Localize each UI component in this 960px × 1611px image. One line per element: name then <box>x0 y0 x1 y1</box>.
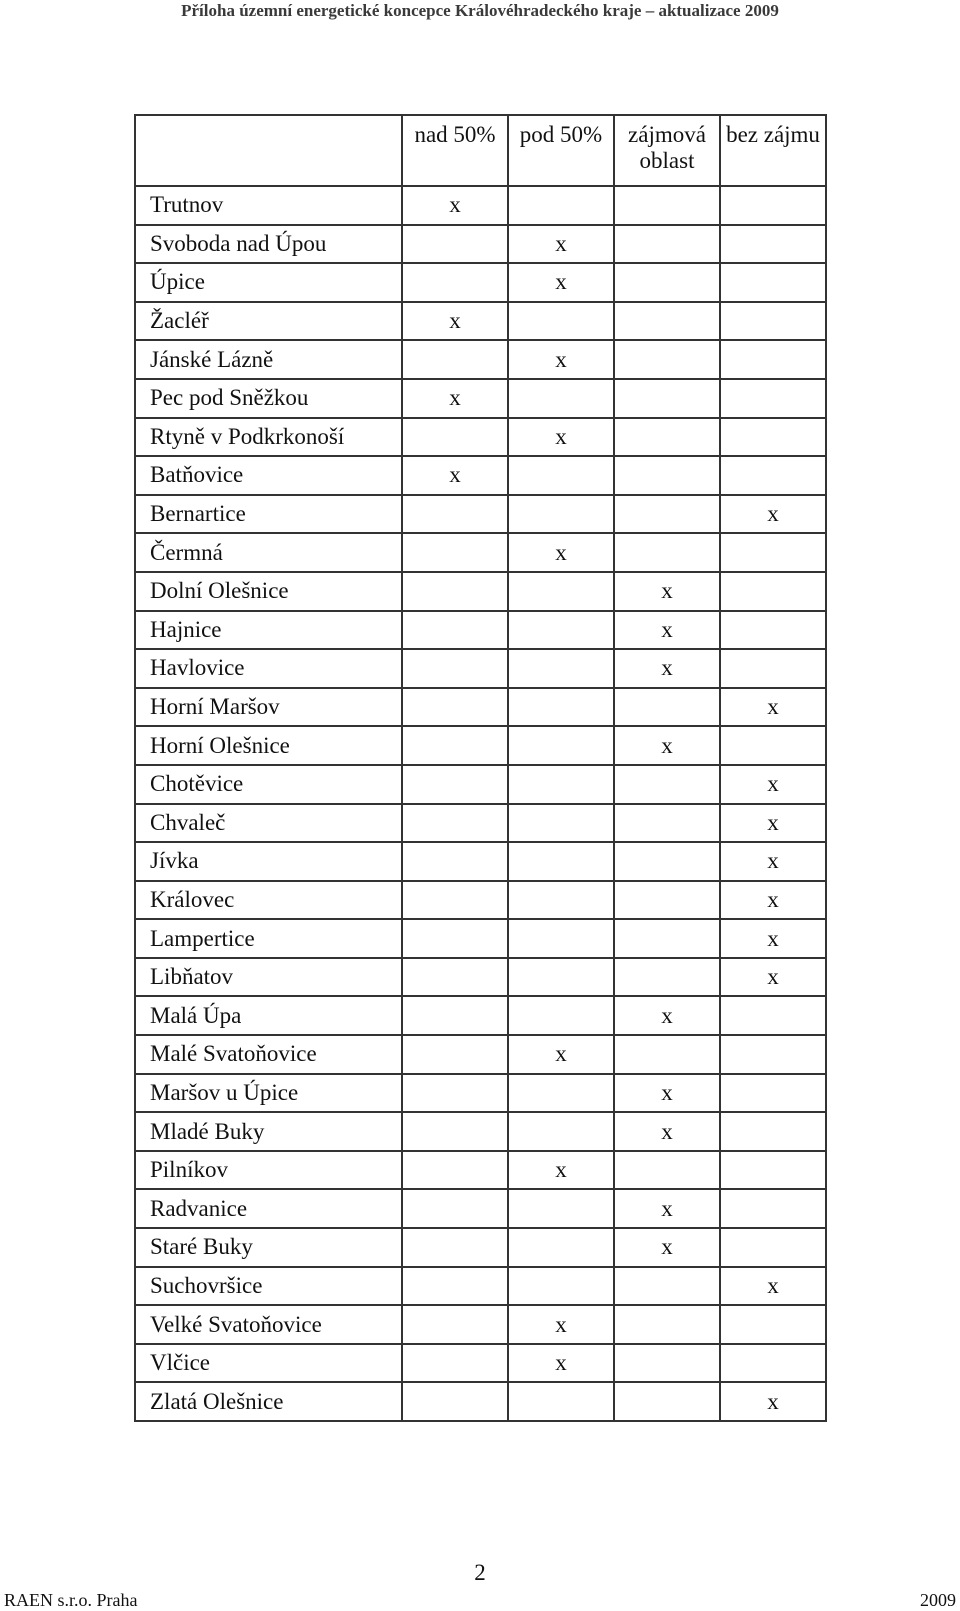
municipality-name: Pilníkov <box>135 1151 402 1190</box>
municipality-name: Batňovice <box>135 456 402 495</box>
mark-cell <box>508 919 614 958</box>
mark-cell <box>402 1344 508 1383</box>
mark-cell <box>720 611 826 650</box>
table-row <box>135 611 826 650</box>
mark-cell: x <box>614 649 720 688</box>
municipality-name: Chotěvice <box>135 765 402 804</box>
mark-cell: x <box>720 958 826 997</box>
mark-cell <box>720 263 826 302</box>
table-row <box>135 958 826 997</box>
table-header-row <box>135 115 826 186</box>
municipality-name: Radvanice <box>135 1189 402 1228</box>
mark-cell: x <box>508 340 614 379</box>
municipality-name: Chvaleč <box>135 804 402 843</box>
mark-cell <box>614 263 720 302</box>
mark-cell <box>614 418 720 457</box>
mark-cell <box>614 919 720 958</box>
mark-cell <box>508 842 614 881</box>
mark-cell <box>720 1305 826 1344</box>
table-body <box>135 186 826 1421</box>
table-row <box>135 649 826 688</box>
municipality-name: Jánské Lázně <box>135 340 402 379</box>
table-row <box>135 1189 826 1228</box>
mark-cell <box>508 1112 614 1151</box>
municipality-name: Svoboda nad Úpou <box>135 225 402 264</box>
municipality-name: Suchovršice <box>135 1267 402 1306</box>
table-row <box>135 1305 826 1344</box>
municipality-name: Trutnov <box>135 186 402 225</box>
table-row <box>135 495 826 534</box>
table-row <box>135 1112 826 1151</box>
table-row <box>135 804 826 843</box>
mark-cell <box>402 1151 508 1190</box>
table-row <box>135 881 826 920</box>
mark-cell <box>720 1112 826 1151</box>
mark-cell <box>402 919 508 958</box>
mark-cell <box>508 186 614 225</box>
mark-cell: x <box>508 263 614 302</box>
mark-cell: x <box>614 726 720 765</box>
municipality-name: Bernartice <box>135 495 402 534</box>
mark-cell <box>402 842 508 881</box>
mark-cell <box>720 1074 826 1113</box>
mark-cell <box>508 726 614 765</box>
table-row <box>135 186 826 225</box>
mark-cell <box>720 1344 826 1383</box>
header-cell: zájmová oblast <box>614 115 720 186</box>
mark-cell <box>402 1074 508 1113</box>
mark-cell <box>508 572 614 611</box>
mark-cell: x <box>720 1382 826 1421</box>
mark-cell: x <box>720 804 826 843</box>
mark-cell <box>402 649 508 688</box>
mark-cell <box>614 1267 720 1306</box>
mark-cell <box>508 1228 614 1267</box>
mark-cell <box>402 1382 508 1421</box>
mark-cell <box>508 1074 614 1113</box>
municipality-name: Vlčice <box>135 1344 402 1383</box>
mark-cell <box>614 1035 720 1074</box>
mark-cell <box>402 1305 508 1344</box>
mark-cell <box>508 649 614 688</box>
mark-cell <box>614 379 720 418</box>
municipality-name: Velké Svatoňovice <box>135 1305 402 1344</box>
mark-cell <box>508 456 614 495</box>
table-row <box>135 919 826 958</box>
footer-company: RAEN s.r.o. Praha <box>4 1590 138 1610</box>
mark-cell <box>614 340 720 379</box>
municipality-name: Mladé Buky <box>135 1112 402 1151</box>
mark-cell <box>402 688 508 727</box>
mark-cell <box>614 1305 720 1344</box>
mark-cell <box>508 302 614 341</box>
mark-cell <box>508 1267 614 1306</box>
table-row <box>135 1382 826 1421</box>
table-row <box>135 688 826 727</box>
mark-cell <box>720 379 826 418</box>
table-row <box>135 418 826 457</box>
table-row <box>135 456 826 495</box>
table-row <box>135 1267 826 1306</box>
table-row <box>135 533 826 572</box>
mark-cell: x <box>720 881 826 920</box>
mark-cell: x <box>720 1267 826 1306</box>
municipality-name: Havlovice <box>135 649 402 688</box>
header-cell: pod 50% <box>508 115 614 186</box>
page-number: 2 <box>474 1560 486 1585</box>
municipality-name: Jívka <box>135 842 402 881</box>
municipality-name: Rtyně v Podkrkonoší <box>135 418 402 457</box>
mark-cell <box>614 1344 720 1383</box>
mark-cell <box>614 495 720 534</box>
municipality-name: Dolní Olešnice <box>135 572 402 611</box>
mark-cell <box>720 418 826 457</box>
mark-cell <box>720 1189 826 1228</box>
mark-cell: x <box>614 1074 720 1113</box>
mark-cell <box>402 1267 508 1306</box>
mark-cell <box>720 649 826 688</box>
table-row <box>135 1074 826 1113</box>
mark-cell <box>402 1035 508 1074</box>
mark-cell <box>402 765 508 804</box>
municipality-name: Úpice <box>135 263 402 302</box>
mark-cell <box>508 1382 614 1421</box>
mark-cell: x <box>508 1305 614 1344</box>
mark-cell: x <box>720 495 826 534</box>
footer-year: 2009 <box>920 1590 956 1610</box>
mark-cell <box>402 996 508 1035</box>
header-cell: nad 50% <box>402 115 508 186</box>
mark-cell <box>720 1035 826 1074</box>
municipality-name: Zlatá Olešnice <box>135 1382 402 1421</box>
mark-cell <box>614 225 720 264</box>
mark-cell <box>614 1382 720 1421</box>
mark-cell <box>508 804 614 843</box>
mark-cell <box>402 225 508 264</box>
municipality-name: Maršov u Úpice <box>135 1074 402 1113</box>
mark-cell <box>614 765 720 804</box>
mark-cell <box>508 765 614 804</box>
municipality-name: Horní Olešnice <box>135 726 402 765</box>
table-row <box>135 996 826 1035</box>
mark-cell <box>720 302 826 341</box>
mark-cell <box>614 302 720 341</box>
mark-cell <box>508 1189 614 1228</box>
table-row <box>135 263 826 302</box>
mark-cell: x <box>402 379 508 418</box>
mark-cell: x <box>402 456 508 495</box>
municipality-name: Staré Buky <box>135 1228 402 1267</box>
mark-cell: x <box>508 533 614 572</box>
mark-cell <box>614 804 720 843</box>
table-row <box>135 302 826 341</box>
municipality-name: Královec <box>135 881 402 920</box>
mark-cell: x <box>508 225 614 264</box>
table-row <box>135 340 826 379</box>
mark-cell <box>508 379 614 418</box>
mark-cell: x <box>720 688 826 727</box>
table-row <box>135 726 826 765</box>
municipality-name: Libňatov <box>135 958 402 997</box>
mark-cell <box>720 572 826 611</box>
mark-cell: x <box>614 996 720 1035</box>
mark-cell <box>402 881 508 920</box>
mark-cell: x <box>720 765 826 804</box>
header-cell-empty <box>135 115 402 186</box>
mark-cell <box>614 881 720 920</box>
mark-cell <box>720 225 826 264</box>
mark-cell <box>720 340 826 379</box>
mark-cell <box>614 842 720 881</box>
mark-cell <box>402 611 508 650</box>
table-row <box>135 1344 826 1383</box>
table-row <box>135 1035 826 1074</box>
mark-cell <box>508 688 614 727</box>
municipality-name: Lampertice <box>135 919 402 958</box>
mark-cell: x <box>402 186 508 225</box>
mark-cell <box>402 572 508 611</box>
mark-cell <box>402 1228 508 1267</box>
municipality-name: Malá Úpa <box>135 996 402 1035</box>
mark-cell <box>614 958 720 997</box>
mark-cell <box>720 996 826 1035</box>
mark-cell <box>402 958 508 997</box>
mark-cell <box>614 688 720 727</box>
municipality-name: Malé Svatoňovice <box>135 1035 402 1074</box>
table-row <box>135 765 826 804</box>
mark-cell <box>720 186 826 225</box>
mark-cell <box>720 726 826 765</box>
mark-cell <box>508 611 614 650</box>
mark-cell: x <box>614 1112 720 1151</box>
table-row <box>135 225 826 264</box>
municipality-name: Hajnice <box>135 611 402 650</box>
mark-cell <box>402 340 508 379</box>
mark-cell <box>720 456 826 495</box>
mark-cell: x <box>508 418 614 457</box>
table-row <box>135 379 826 418</box>
mark-cell <box>508 958 614 997</box>
municipality-name: Pec pod Sněžkou <box>135 379 402 418</box>
mark-cell: x <box>508 1035 614 1074</box>
table-row <box>135 1228 826 1267</box>
mark-cell <box>614 533 720 572</box>
mark-cell: x <box>614 611 720 650</box>
mark-cell: x <box>720 919 826 958</box>
mark-cell <box>508 996 614 1035</box>
municipality-name: Žacléř <box>135 302 402 341</box>
mark-cell <box>402 1112 508 1151</box>
municipality-name: Horní Maršov <box>135 688 402 727</box>
mark-cell: x <box>614 572 720 611</box>
mark-cell: x <box>720 842 826 881</box>
header-cell: bez zájmu <box>720 115 826 186</box>
mark-cell <box>720 533 826 572</box>
mark-cell <box>402 495 508 534</box>
mark-cell: x <box>614 1189 720 1228</box>
page-header: Příloha územní energetické koncepce Královéhradeckého kraje – aktualizace 2009 <box>181 1 779 20</box>
mark-cell <box>402 263 508 302</box>
mark-cell <box>614 1151 720 1190</box>
mark-cell <box>402 726 508 765</box>
mark-cell <box>402 533 508 572</box>
municipality-name: Čermná <box>135 533 402 572</box>
mark-cell <box>402 418 508 457</box>
mark-cell <box>614 456 720 495</box>
mark-cell <box>508 495 614 534</box>
mark-cell: x <box>402 302 508 341</box>
mark-cell <box>508 881 614 920</box>
mark-cell <box>720 1228 826 1267</box>
mark-cell: x <box>508 1151 614 1190</box>
mark-cell <box>614 186 720 225</box>
mark-cell: x <box>614 1228 720 1267</box>
table-row <box>135 572 826 611</box>
mark-cell: x <box>508 1344 614 1383</box>
municipality-table <box>134 114 827 1422</box>
table-row <box>135 842 826 881</box>
mark-cell <box>402 1189 508 1228</box>
table-row <box>135 1151 826 1190</box>
mark-cell <box>402 804 508 843</box>
mark-cell <box>720 1151 826 1190</box>
